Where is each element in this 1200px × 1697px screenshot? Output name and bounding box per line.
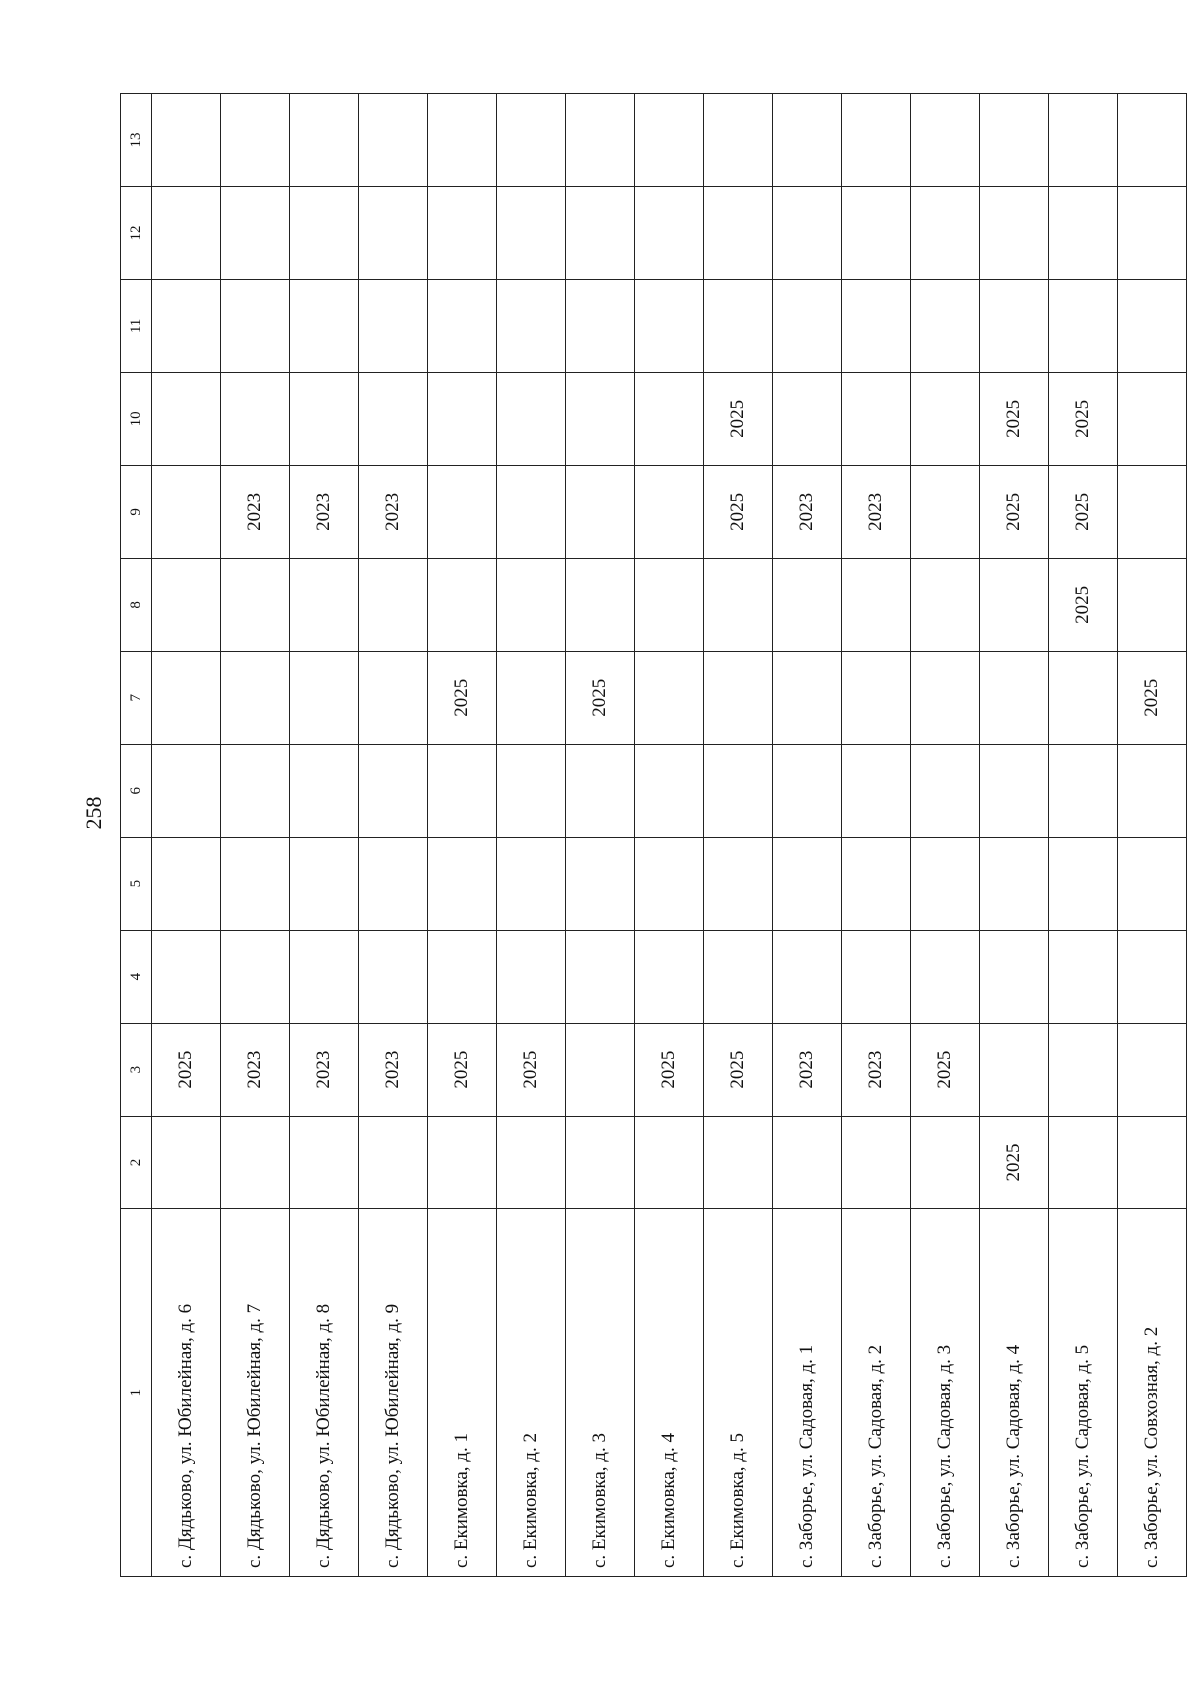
year-cell: 2023 [359, 1023, 428, 1116]
year-cell [497, 930, 566, 1023]
year-cell [290, 744, 359, 837]
year-cell [152, 744, 221, 837]
year-cell [911, 837, 980, 930]
column-number: 7 [121, 651, 152, 744]
year-cell [1118, 1023, 1187, 1116]
year-cell [428, 279, 497, 372]
year-cell [566, 94, 635, 187]
year-cell [497, 94, 566, 187]
column-number-row [121, 94, 152, 1577]
year-cell [290, 1116, 359, 1209]
year-cell [635, 372, 704, 465]
year-cell [1049, 837, 1118, 930]
year-cell [566, 837, 635, 930]
year-cell: 2025 [635, 1023, 704, 1116]
column-number: 11 [121, 279, 152, 372]
year-cell [842, 279, 911, 372]
year-cell [566, 1116, 635, 1209]
year-cell [635, 187, 704, 280]
year-cell [428, 1116, 497, 1209]
year-cell [1049, 744, 1118, 837]
year-cell [221, 651, 290, 744]
year-cell [221, 930, 290, 1023]
year-cell [635, 94, 704, 187]
year-cell: 2025 [152, 1023, 221, 1116]
year-cell [635, 651, 704, 744]
year-cell [773, 558, 842, 651]
year-cell [1118, 187, 1187, 280]
year-cell [152, 187, 221, 280]
year-cell: 2023 [773, 465, 842, 558]
year-cell [290, 930, 359, 1023]
address-cell: с. Дядьково, ул. Юбилейная, д. 9 [359, 1209, 428, 1577]
year-cell: 2023 [221, 1023, 290, 1116]
year-cell: 2023 [359, 465, 428, 558]
year-cell: 2023 [290, 465, 359, 558]
year-cell [842, 372, 911, 465]
year-cell [773, 651, 842, 744]
year-cell [635, 837, 704, 930]
column-number: 8 [121, 558, 152, 651]
year-cell [773, 1116, 842, 1209]
address-cell: с. Дядьково, ул. Юбилейная, д. 6 [152, 1209, 221, 1577]
year-cell [1118, 465, 1187, 558]
year-cell [635, 465, 704, 558]
year-cell [1118, 930, 1187, 1023]
year-cell [704, 1116, 773, 1209]
year-cell [842, 1116, 911, 1209]
year-cell [1049, 651, 1118, 744]
address-cell: с. Екимовка, д. 4 [635, 1209, 704, 1577]
year-cell [842, 744, 911, 837]
year-cell [704, 279, 773, 372]
address-cell: с. Заборье, ул. Садовая, д. 4 [980, 1209, 1049, 1577]
year-cell [359, 187, 428, 280]
year-cell [773, 744, 842, 837]
year-cell [773, 279, 842, 372]
year-cell [1118, 837, 1187, 930]
table-row [980, 94, 1049, 1577]
year-cell [221, 744, 290, 837]
year-cell [497, 744, 566, 837]
year-cell [221, 187, 290, 280]
year-cell [704, 94, 773, 187]
year-cell: 2025 [497, 1023, 566, 1116]
year-cell [980, 930, 1049, 1023]
column-number: 3 [121, 1023, 152, 1116]
table-row [635, 94, 704, 1577]
table-row [911, 94, 980, 1577]
year-cell [635, 744, 704, 837]
table-row [704, 94, 773, 1577]
year-cell: 2025 [704, 1023, 773, 1116]
year-cell [152, 1116, 221, 1209]
year-cell [152, 465, 221, 558]
year-cell [359, 279, 428, 372]
year-cell [911, 558, 980, 651]
year-cell [980, 558, 1049, 651]
year-cell [359, 94, 428, 187]
year-cell [428, 372, 497, 465]
year-cell [911, 651, 980, 744]
address-cell: с. Екимовка, д. 3 [566, 1209, 635, 1577]
rotated-table-wrapper [120, 93, 1162, 1577]
year-cell [704, 187, 773, 280]
year-cell [635, 930, 704, 1023]
year-cell [911, 930, 980, 1023]
year-cell [359, 651, 428, 744]
year-cell: 2025 [980, 1116, 1049, 1209]
table-row [1118, 94, 1187, 1577]
year-cell [359, 930, 428, 1023]
year-cell [497, 279, 566, 372]
page-number: 258 [81, 796, 106, 830]
column-number: 1 [121, 1209, 152, 1577]
year-cell [428, 558, 497, 651]
table-row [290, 94, 359, 1577]
address-cell: с. Дядьково, ул. Юбилейная, д. 7 [221, 1209, 290, 1577]
year-cell [980, 651, 1049, 744]
column-number: 5 [121, 837, 152, 930]
year-cell [566, 930, 635, 1023]
year-cell [359, 558, 428, 651]
year-cell [566, 744, 635, 837]
year-cell [1118, 744, 1187, 837]
year-cell: 2025 [980, 465, 1049, 558]
year-cell: 2025 [704, 372, 773, 465]
year-cell [911, 372, 980, 465]
year-cell [428, 744, 497, 837]
address-cell: с. Заборье, ул. Садовая, д. 2 [842, 1209, 911, 1577]
year-cell [497, 1116, 566, 1209]
year-cell: 2023 [842, 1023, 911, 1116]
address-cell: с. Екимовка, д. 5 [704, 1209, 773, 1577]
year-cell [980, 187, 1049, 280]
year-cell [152, 94, 221, 187]
year-cell [359, 1116, 428, 1209]
year-cell [221, 837, 290, 930]
year-cell: 2025 [428, 651, 497, 744]
year-cell [911, 465, 980, 558]
year-cell: 2025 [428, 1023, 497, 1116]
year-cell: 2025 [1049, 372, 1118, 465]
address-cell: с. Заборье, ул. Совхозная, д. 2 [1118, 1209, 1187, 1577]
year-cell [566, 372, 635, 465]
year-cell [842, 558, 911, 651]
year-cell [773, 372, 842, 465]
buildings-schedule-table [120, 93, 1187, 1577]
year-cell [773, 94, 842, 187]
year-cell [290, 558, 359, 651]
year-cell [428, 94, 497, 187]
year-cell [497, 187, 566, 280]
year-cell [1118, 558, 1187, 651]
year-cell: 2023 [290, 1023, 359, 1116]
table-row [221, 94, 290, 1577]
year-cell [1118, 372, 1187, 465]
year-cell [497, 558, 566, 651]
year-cell [704, 558, 773, 651]
year-cell [842, 930, 911, 1023]
year-cell [152, 651, 221, 744]
address-cell: с. Дядьково, ул. Юбилейная, д. 8 [290, 1209, 359, 1577]
column-number: 4 [121, 930, 152, 1023]
year-cell [428, 837, 497, 930]
year-cell [704, 651, 773, 744]
year-cell [1049, 1116, 1118, 1209]
table-row [566, 94, 635, 1577]
year-cell [704, 837, 773, 930]
year-cell: 2023 [842, 465, 911, 558]
year-cell [290, 94, 359, 187]
column-number: 13 [121, 94, 152, 187]
year-cell [635, 279, 704, 372]
year-cell [566, 558, 635, 651]
table-row [842, 94, 911, 1577]
address-cell: с. Екимовка, д. 1 [428, 1209, 497, 1577]
table-row [1049, 94, 1118, 1577]
year-cell [152, 372, 221, 465]
address-cell: с. Заборье, ул. Садовая, д. 1 [773, 1209, 842, 1577]
year-cell [221, 94, 290, 187]
column-number: 6 [121, 744, 152, 837]
year-cell: 2025 [1118, 651, 1187, 744]
year-cell [566, 279, 635, 372]
year-cell [566, 1023, 635, 1116]
year-cell [290, 279, 359, 372]
year-cell [1118, 279, 1187, 372]
year-cell: 2023 [773, 1023, 842, 1116]
column-number: 2 [121, 1116, 152, 1209]
year-cell [635, 1116, 704, 1209]
year-cell [221, 558, 290, 651]
table-row [773, 94, 842, 1577]
year-cell [221, 1116, 290, 1209]
year-cell [152, 558, 221, 651]
year-cell [359, 372, 428, 465]
column-number: 9 [121, 465, 152, 558]
rotated-table-inner [120, 93, 1162, 1577]
year-cell [1049, 187, 1118, 280]
year-cell [290, 187, 359, 280]
year-cell [911, 187, 980, 280]
table-row [428, 94, 497, 1577]
year-cell [911, 744, 980, 837]
year-cell [980, 1023, 1049, 1116]
year-cell [290, 837, 359, 930]
year-cell: 2025 [704, 465, 773, 558]
year-cell: 2023 [221, 465, 290, 558]
year-cell [497, 837, 566, 930]
year-cell [497, 465, 566, 558]
year-cell [980, 279, 1049, 372]
year-cell [911, 279, 980, 372]
year-cell [773, 930, 842, 1023]
year-cell [1118, 94, 1187, 187]
table-row [497, 94, 566, 1577]
year-cell [566, 187, 635, 280]
year-cell [497, 651, 566, 744]
year-cell [290, 372, 359, 465]
year-cell [842, 187, 911, 280]
year-cell: 2025 [1049, 465, 1118, 558]
year-cell [842, 94, 911, 187]
year-cell [359, 744, 428, 837]
year-cell [497, 372, 566, 465]
year-cell: 2025 [980, 372, 1049, 465]
year-cell: 2025 [1049, 558, 1118, 651]
year-cell [359, 837, 428, 930]
year-cell [1049, 930, 1118, 1023]
year-cell [428, 930, 497, 1023]
year-cell [842, 651, 911, 744]
year-cell [428, 187, 497, 280]
table-row [152, 94, 221, 1577]
year-cell [704, 744, 773, 837]
year-cell [221, 279, 290, 372]
year-cell [842, 837, 911, 930]
year-cell [428, 465, 497, 558]
year-cell [152, 279, 221, 372]
year-cell [773, 187, 842, 280]
year-cell [704, 930, 773, 1023]
table-body [121, 94, 1187, 1577]
column-number: 12 [121, 187, 152, 280]
year-cell: 2025 [566, 651, 635, 744]
year-cell [911, 1116, 980, 1209]
year-cell [980, 837, 1049, 930]
year-cell [1049, 1023, 1118, 1116]
year-cell [1118, 1116, 1187, 1209]
year-cell [980, 744, 1049, 837]
year-cell [221, 372, 290, 465]
address-cell: с. Заборье, ул. Садовая, д. 3 [911, 1209, 980, 1577]
year-cell [911, 94, 980, 187]
year-cell [1049, 279, 1118, 372]
year-cell [290, 651, 359, 744]
year-cell [152, 837, 221, 930]
year-cell [635, 558, 704, 651]
year-cell [1049, 94, 1118, 187]
year-cell [980, 94, 1049, 187]
year-cell [773, 837, 842, 930]
year-cell [566, 465, 635, 558]
column-number: 10 [121, 372, 152, 465]
address-cell: с. Екимовка, д. 2 [497, 1209, 566, 1577]
address-cell: с. Заборье, ул. Садовая, д. 5 [1049, 1209, 1118, 1577]
year-cell [152, 930, 221, 1023]
year-cell: 2025 [911, 1023, 980, 1116]
table-row [359, 94, 428, 1577]
